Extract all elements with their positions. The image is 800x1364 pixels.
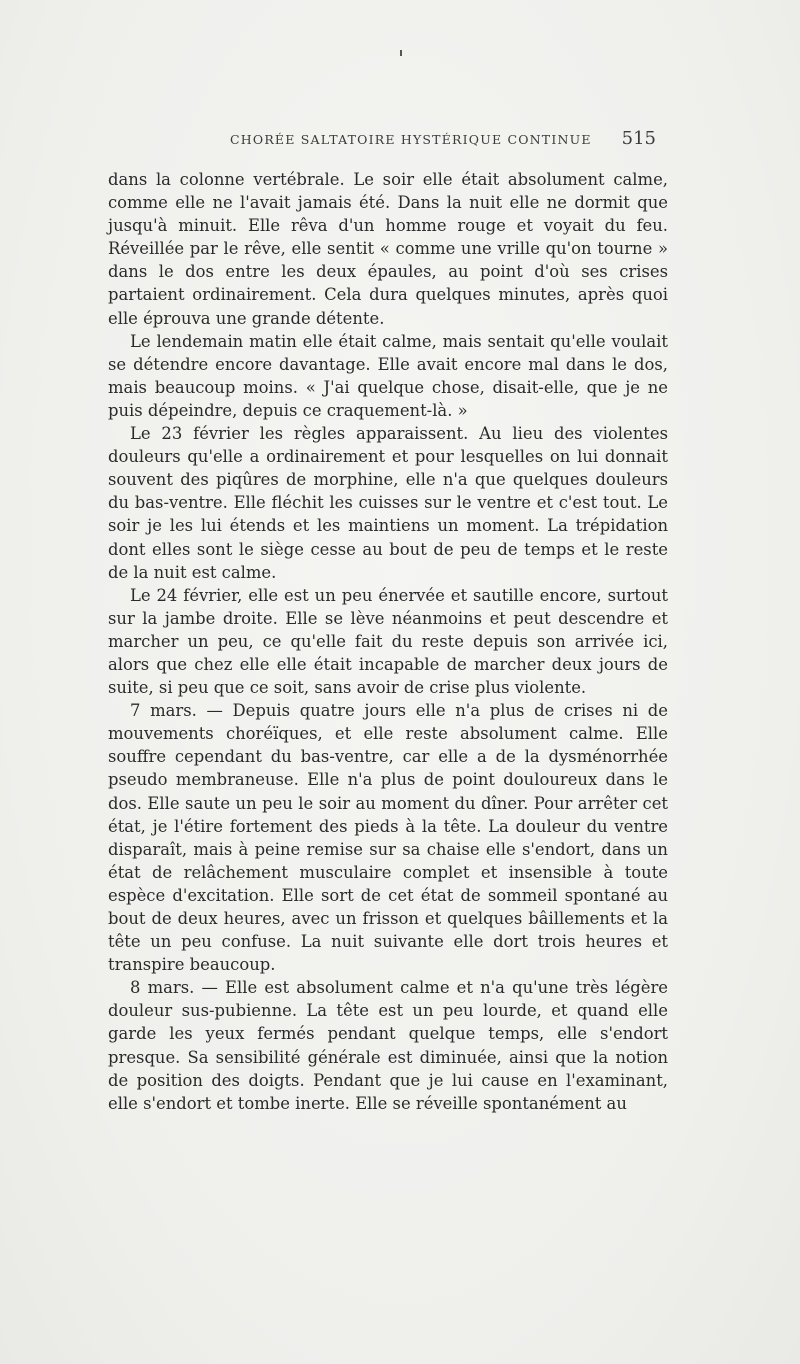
body-text bbox=[108, 168, 668, 1115]
page-number: 515 bbox=[621, 128, 656, 149]
paragraph-7-mars: 7 mars. — Depuis quatre jours elle n'a plus de crises ni de mouvements choréïques, et elle reste absolument calme. Elle souffre cependant du bas-ventre, car elle a de la dysménorrhée pseudo membraneuse. Elle n'a plus de point douloureux dans le dos. Elle saute un peu le soir au moment du dîner. Pour arrêter cet état, je l'étire fortement des pieds à la tête. La douleur du ventre disparaît, mais à peine remise sur sa chaise elle s'endort, dans un état de relâchement musculaire complet et insensible à toute espèce d'excitation. Elle sort de cet état de sommeil spontané au bout de deux heures, avec un frisson et quelques bâillements et la tête un peu confuse. La nuit suivante elle dort trois heures et transpire beaucoup. bbox=[108, 701, 668, 975]
paragraph-24-fevrier: Le 24 février, elle est un peu énervée et sautille encore, surtout sur la jambe droite. Elle se lève néanmoins et peut descendre et marcher un peu, ce qu'elle fait du reste depuis son arrivée ici, alors que chez elle elle était incapable de marcher deux jours de suite, si peu que ce soit, sans avoir de crise plus violente. bbox=[108, 585, 668, 698]
paragraph-continued: dans la colonne vertébrale. Le soir elle était absolument calme, comme elle ne l'avait jamais été. Dans la nuit elle ne dormit que jusqu'à minuit. Elle rêva d'un homme rouge et voyait du feu. Réveillée par le rêve, elle sentit « comme une vrille qu'on tourne » dans le dos entre les deux épaules, au point d'où ses crises partaient ordinairement. Cela dura quelques minutes, après quoi elle éprouva une grande détente. bbox=[108, 170, 668, 328]
running-title: CHORÉE SALTATOIRE HYSTÉRIQUE CONTINUE bbox=[230, 132, 592, 147]
paragraph-8-mars: 8 mars. — Elle est absolument calme et n'a qu'une très légère douleur sus-pubienne. La tête est un peu lourde, et quand elle garde les yeux fermés pendant quelque temps, elle s'endort presque. Sa sensibilité générale est diminuée, ainsi que la notion de position des doigts. Pendant que je lui cause en l'examinant, elle s'endort et tombe inerte. Elle se réveille spontanément au bbox=[108, 978, 668, 1113]
print-speck bbox=[400, 50, 402, 56]
paragraph-23-fevrier: Le 23 février les règles apparaissent. Au lieu des violentes douleurs qu'elle a ordinairement et pour lesquelles on lui donnait souvent des piqûres de morphine, elle n'a que quelques douleurs du bas-ventre. Elle fléchit les cuisses sur le ventre et c'est tout. Le soir je les lui étends et les maintiens un moment. La trépidation dont elles sont le siège cesse au bout de peu de temps et le reste de la nuit est calme. bbox=[108, 424, 668, 582]
paragraph-lendemain: Le lendemain matin elle était calme, mais sentait qu'elle voulait se détendre encore davantage. Elle avait encore mal dans le dos, mais beaucoup moins. « J'ai quelque chose, disait-elle, que je ne puis dépeindre, depuis ce craquement-là. » bbox=[108, 331, 668, 420]
page-header bbox=[108, 128, 656, 152]
